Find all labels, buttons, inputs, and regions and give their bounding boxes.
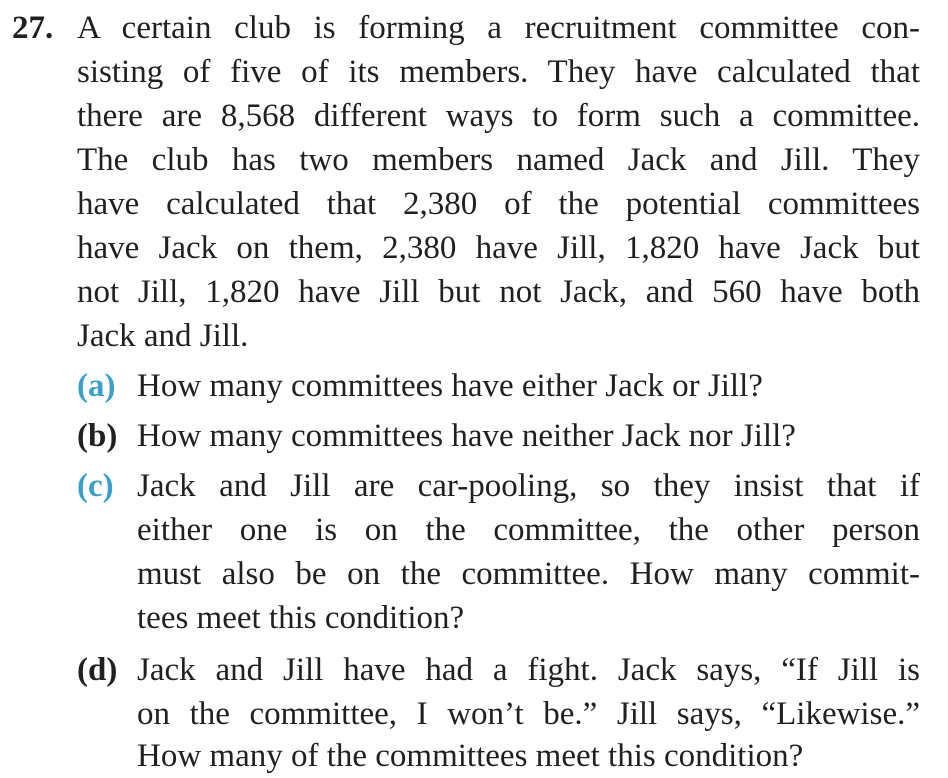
part-c-line: Jack and Jill are car-pooling, so they insist that if <box>137 468 920 504</box>
stem-line: Jack and Jill. <box>77 318 249 354</box>
part-label-b: (b) <box>77 418 118 454</box>
part-c-line: either one is on the committee, the other person <box>137 512 920 548</box>
part-c-line: tees meet this condition? <box>137 600 465 636</box>
part-label-d: (d) <box>77 652 118 688</box>
part-b-line: How many committees have neither Jack nor Jill? <box>137 418 796 454</box>
part-d-line: How many of the committees meet this condition? <box>137 738 804 774</box>
stem-line: sisting of five of its members. They have calculated that <box>77 54 920 90</box>
part-d-line: Jack and Jill have had a fight. Jack says, “If Jill is <box>137 652 920 688</box>
stem-line: have calculated that 2,380 of the potential committees <box>77 186 920 222</box>
part-d-line: on the committee, I won’t be.” Jill says, “Likewise.” <box>137 696 920 732</box>
part-a-line: How many committees have either Jack or Jill? <box>137 368 763 404</box>
stem-line: A certain club is forming a recruitment committee con- <box>77 10 920 46</box>
stem-line: not Jill, 1,820 have Jill but not Jack, and 560 have both <box>77 274 920 310</box>
stem-line: The club has two members named Jack and Jill. They <box>77 142 920 178</box>
problem-number: 27. <box>12 10 54 46</box>
part-c-line: must also be on the committee. How many commit- <box>137 556 920 592</box>
stem-line: have Jack on them, 2,380 have Jill, 1,820 have Jack but <box>77 230 920 266</box>
stem-line: there are 8,568 different ways to form such a committee. <box>77 98 920 134</box>
part-label-c: (c) <box>77 468 114 504</box>
part-label-a: (a) <box>77 368 116 404</box>
